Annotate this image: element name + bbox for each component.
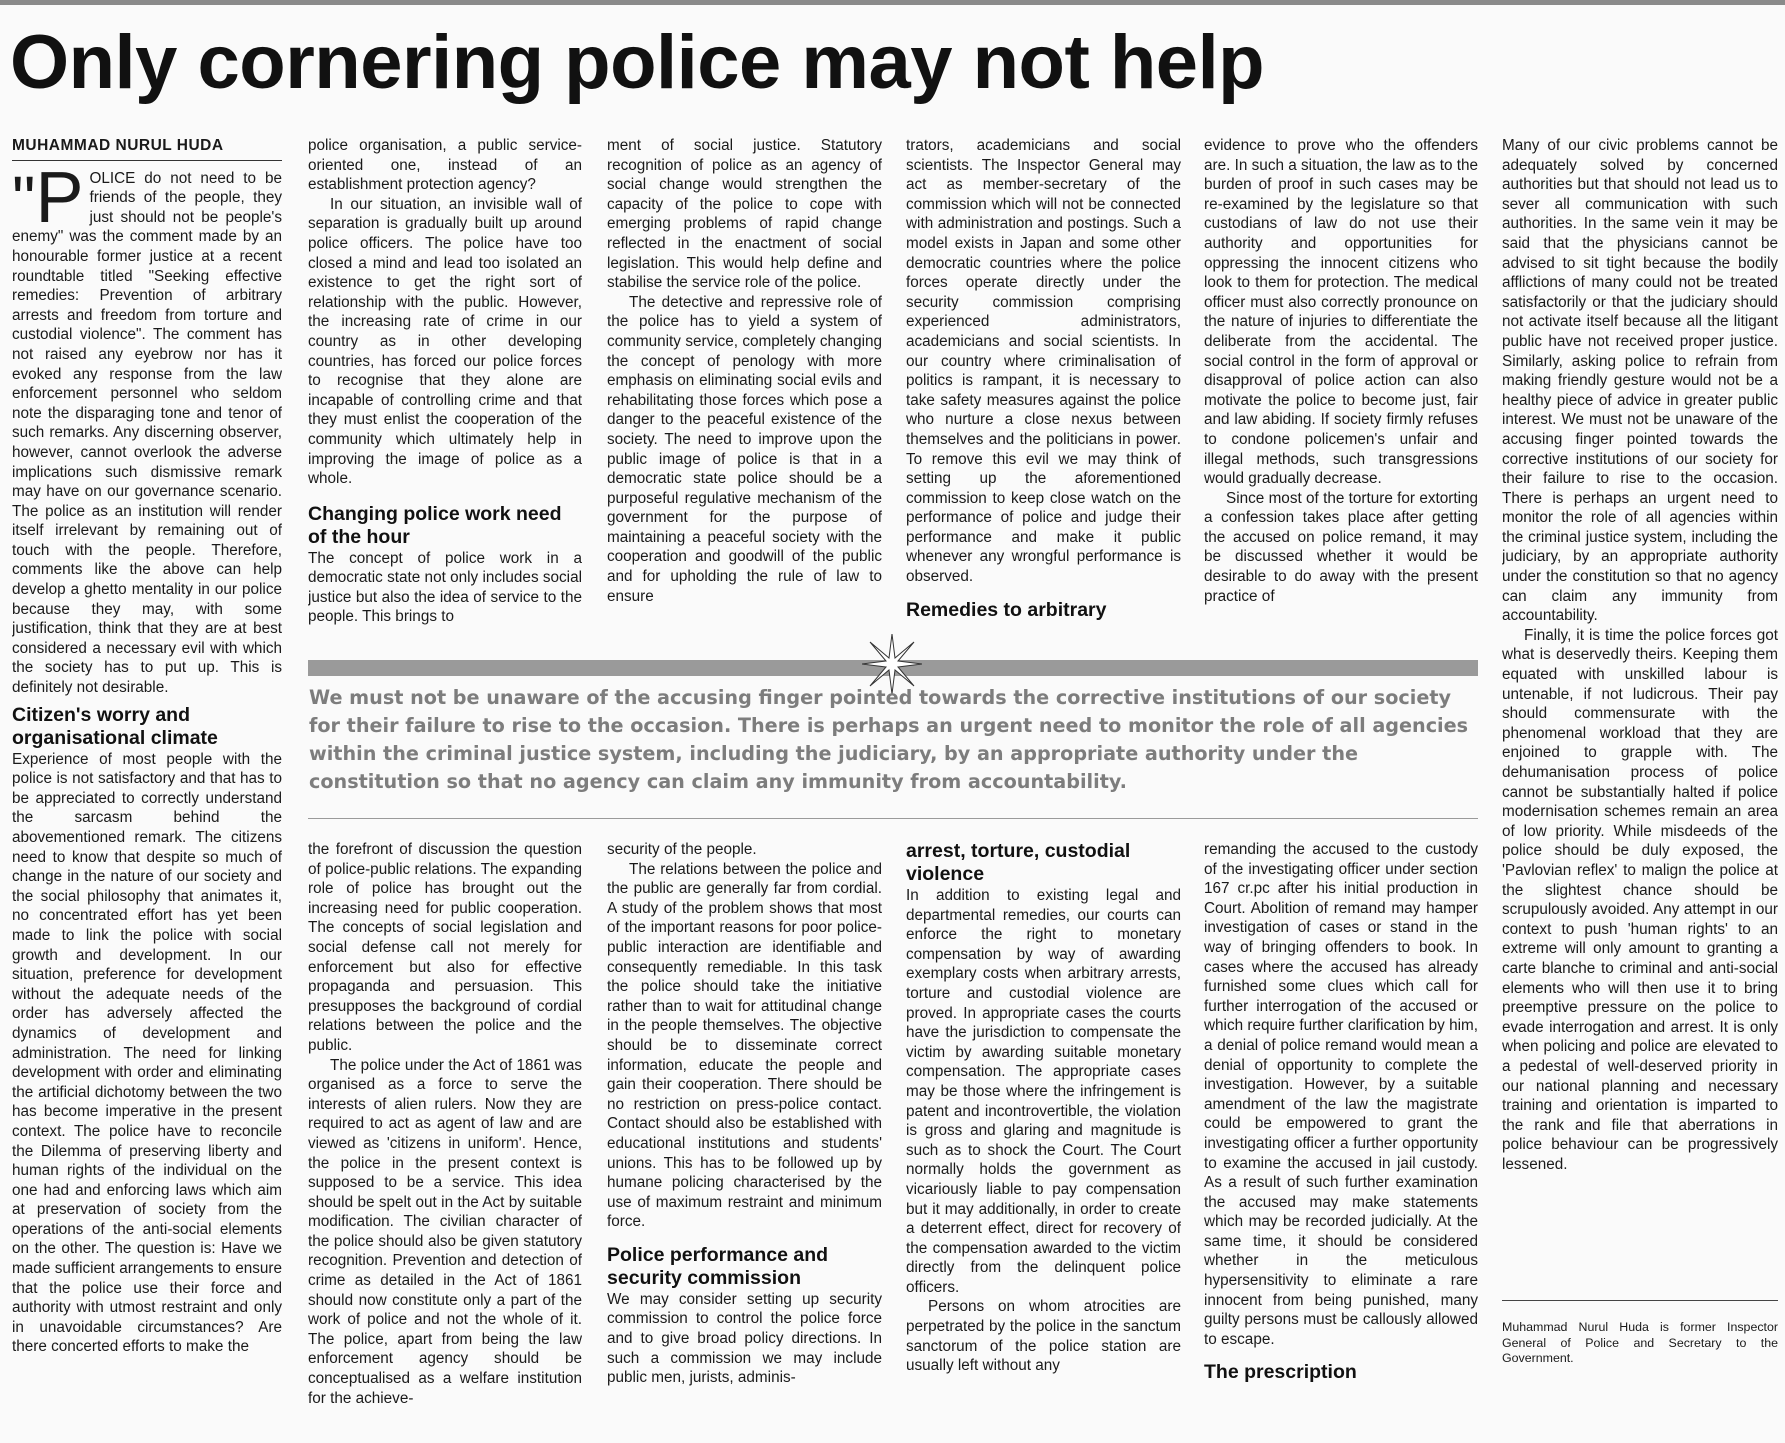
paragraph: remanding the accused to the custody of the investigating officer under section 167 cr.pc after his initial production in Court. Abolition of remand may hamper investigation of cases or stand in the way of bringing offenders to book. In cases where the accused has already furnished some clues which call for further interrogation of the accused or which require further clarification by him, a denial of police remand would mean a denial of opportunity to complete the investigation. However, by a suitable amendment of the law the magistrate could be empowered to grant the investigating officer a further opportunity to examine the accused in jail custody. As a result of such further examination the accused may make statements which may be recorded judicially. At the same time, it should be considered whether in the meticulous hypersensitivity to eliminate a rare innocent from being punished, many guilty persons must be callously allowed to escape.: [1204, 841, 1478, 1348]
paragraph: The police under the Act of 1861 was organised as a force to serve the interests of alien rulers. Now they are required to act as agent of law and are viewed as 'citizens in uniform'. Hence, the police in the present context is supposed to be a service. This idea should be spelt out in the Act by suitable modification. The civilian character of the police should also be given statutory recognition. Prevention and detection of crime as detailed in the Act of 1861 should now constitute only a part of the work of police and not the whole of it. The police, apart from being the law enforcement agency should be conceptualised as a welfare institution for the achieve-: [308, 1056, 582, 1407]
subheading-prescription: The prescription: [1204, 1361, 1357, 1384]
byline: MUHAMMAD NURUL HUDA: [12, 136, 282, 161]
column-1: [12, 136, 282, 1436]
paragraph: ment of social justice. Statutory recognition of police as an agency of social change would strengthen the capacity of the police to cope with emerging problems of rapid change reflected in the enactment of social legislation. This would help define and stabilise the service role of the police.: [607, 137, 882, 292]
subheading-arrest-torture: arrest, torture, custodial violence: [906, 840, 1131, 885]
paragraph: In addition to existing legal and departmental remedies, our courts can enforce the right to monetary compensation by way of awarding exemplary costs when arbitrary arrests, torture and custodial violence are proved. In appropriate cases the courts have the jurisdiction to compensate the victim by awarding suitable monetary compensation. The appropriate cases may be those where the infringement is patent and incontrovertible, the violation is gross and glaring and magnitude is such as to shock the Court. The Court normally holds the government as vicariously liable to pay compensation but it may additionally, in order to create a deterrent effect, direct for recovery of the compensation awarded to the victim directly from the delinquent police officers.: [906, 887, 1181, 1296]
paragraph: Since most of the torture for extorting a confession takes place after getting the accused on police remand, it may be discussed whether it would be desirable to do away with the present practice of: [1204, 489, 1478, 605]
paragraph: Many of our civic problems cannot be adequately solved by concerned authorities but that should not lead us to sever all communication with such authorities. In the same vein it may be said that the physicians cannot be advised to sit tight because the bodily afflictions of many could not be treated satisfactorily or that the judiciary should not activate itself because all the litigant public have not received proper justice. Similarly, asking police to refrain from making friendly gesture would not be a healthy piece of advice in greater public interest. We must not be unaware of the accusing finger pointed towards the corrective institutions of our society for their failure to rise to the occasion. There is perhaps an urgent need to monitor the role of all agencies within the criminal justice system, including the judiciary, by an appropriate authority under the constitution so that no agency can claim any immunity from accountability.: [1502, 137, 1778, 625]
subheading-remedies: Remedies to arbitrary: [906, 598, 1107, 621]
paragraph: security of the people.: [607, 841, 757, 858]
paragraph: trators, academicians and social scientists. The Inspector General may act as member-secretary of the commission which will not be connected with administration and postings. Such a model exists in Japan and some other democratic countries where the police forces operate directly under the security commission comprising experienced administrators, academicians and social scientists. In our country where criminalisation of politics is rampant, it is necessary to take safety measures against the police who nurture a close nexus between themselves and the politicians in power. To remove this evil we may think of setting up the aforementioned commission to keep close watch on the performance of police and judge their performance and make it public whenever any wrongful performance is observed.: [906, 137, 1181, 586]
pull-quote-rule: [308, 818, 1478, 819]
subheading-changing-police-work: Changing police work need of the hour: [308, 502, 562, 548]
author-bio: Muhammad Nurul Huda is former Inspector General of Police and Secretary to the Government.: [1502, 1320, 1778, 1365]
column-4-top: [906, 136, 1181, 643]
column-3-top: [607, 136, 882, 626]
intro-paragraph: "P OLICE do not need to be friends of the people, they just should not be people's enemy" was the comment made by an honourable former justice at a recent roundtable titled "Seeking effective remedies: Prevention of arbitrary arrests and freedom from torture and custodial violence". The comment has not raised any eyebrow nor has it evoked any response from the law enforcement personnel who seldom note the disparaging tone and tenor of such remarks. Any discerning observer, however, cannot overlook the adverse implications such dismissive remark may have on our governance scenario. The police as an institution will render itself irrelevant by remaining out of touch with the people. Therefore, comments like the above can help develop a ghetto mentality in our police because they may, with some justification, think that they are at best considered a necessary evil with which the society has to put up. This is definitely not desirable.: [12, 157, 282, 697]
column-2-bottom: [308, 840, 582, 1438]
paragraph: the forefront of discussion the question of police-public relations. The expanding role of police has brought out the increasing need for public cooperation. The concepts of social legislation and social defense call not merely for enforcement but also for effective propaganda and persuasion. This presupposes the background of cordial relations between the police and the public.: [308, 841, 582, 1054]
subheading-police-performance: Police performance and security commission: [607, 1243, 829, 1289]
headline: Only cornering police may not help: [10, 20, 1265, 105]
subheading-citizens-worry: Citizen's worry and organisational climate: [12, 703, 218, 749]
paragraph: Finally, it is time the police forces got what is deservedly theirs. Keeping them equated with unskilled labour is untenable, if not ludicrous. Their pay should commensurate with the phenomenal workload that they are enjoined to grapple with. The dehumanisation process of police cannot be substantially halted if police modernisation schemes remain an area of low priority. While misdeeds of the police should be duly exposed, the 'Pavlovian reflex' to malign the police at the slightest chance should be scrupulously avoided. Any attempt in our context to push 'human rights' to an extreme will only amount to granting a carte blanche to criminal and anti-social elements who will then use it to bring preemptive pressure on the police to evade interrogation and arrest. It is only when policing and police are elevated to a pedestal of well-deserved priority in our national planning and necessary training and orientation is imparted to the rank and file that aberrations in police behaviour can be progressively lessened.: [1502, 626, 1778, 1173]
column-4-bottom: [906, 840, 1181, 1438]
column-6: [1502, 136, 1778, 1295]
column-5-top: [1204, 136, 1478, 626]
pull-quote: We must not be unaware of the accusing finger pointed towards the corrective institutions of our society for their failure to rise to the occasion. There is perhaps an urgent need to monitor the role of all agencies within the criminal justice system, including the judiciary, by an appropriate authority under the constitution so that no agency can claim any immunity from accountability.: [309, 686, 1469, 793]
paragraph: police organisation, a public service-oriented one, instead of an establishment protection agency?: [308, 137, 582, 194]
paragraph: In our situation, an invisible wall of separation is gradually built up around police officers. The police have too closed a mind and lead too isolated an existence to get the right sort of relationship with the public. However, the increasing rate of crime in our country as in other developing countries, has forced our police forces to recognise that they alone are incapable of controlling crime and that they must enlist the cooperation of the community which ultimately help in improving the image of police as a whole.: [308, 195, 582, 488]
paragraph: Persons on whom atrocities are perpetrated by the police in the sanctum sanctorum of the police station are usually left without any: [906, 1298, 1181, 1375]
paragraph: Experience of most people with the police is not satisfactory and that has to be appreciated to correctly understand the sarcasm behind the abovementioned remark. The citizens need to know that despite so much of change in the nature of our society and the social philosophy that animates it, no concentrated effort has yet been made to link the police with social growth and development. In our situation, preference for development without the adequate needs of the order has adversely affected the dynamics of development and administration. The need for linking development with order and eliminating the artificial dichotomy between the two has become imperative in the present context. The police have to reconcile the Dilemma of preserving liberty and human rights of the individual on the one had and enforcing laws which aim at preservation of society from the operations of the anti-social elements on the other. The question is: Have we made sufficient arrangements to ensure that the police use their force and authority with utmost restraint and only in unavoidable circumstances? Are there concerted efforts to make the: [12, 750, 282, 1356]
paragraph: evidence to prove who the offenders are. In such a situation, the law as to the burden of proof in such cases may be re-examined by the legislature so that custodians of law do not use their authority and opportunities for oppressing the innocent citizens who look to them for protection. The medical officer must also correctly pronounce on the nature of injuries to differentiate the deliberate from the accidental. The social control in the form of approval or disapproval of police action can also motivate the police to become just, fair and law abiding. If society firmly refuses to condone policemen's unfair and illegal methods, such transgressions would gradually decrease.: [1204, 137, 1478, 488]
column-2-top: [308, 136, 582, 626]
paragraph: The concept of police work in a democratic state not only includes social justice but also the idea of service to the people. This brings to: [308, 549, 582, 626]
top-rule: [0, 0, 1785, 5]
column-5-bottom: [1204, 840, 1478, 1438]
paragraph: We may consider setting up security commission to control the police force and to give broad policy directions. In such a commission we may include public men, jurists, adminis-: [607, 1290, 882, 1387]
paragraph: The detective and repressive role of the police has to yield a system of community service, completely changing the concept of penology with more emphasis on eliminating social evils and rehabilitating those forces which pose a danger to the peaceful existence of the society. The need to improve upon the public image of police is that in a democratic state police should be a purposeful regulative mechanism of the government for the purpose of maintaining a peaceful society with the cooperation and goodwill of the public and for upholding the rule of law to ensure: [607, 293, 882, 605]
column-3-bottom: [607, 840, 882, 1438]
drop-cap: "P: [12, 157, 84, 238]
paragraph: The relations between the police and the public are generally far from cordial. A study of the problem shows that most of the important reasons for poor police-public interaction are identifiable and consequently remediable. In this task the police should take the initiative rather than to wait for attitudinal change in the people themselves. The objective should be to disseminate correct information, educate the people and gain their cooperation. There should be no restriction on press-police contact. Contact should also be established with educational institutions and students' unions. This has to be followed up by humane policing characterised by the use of maximum restraint and minimum force.: [607, 860, 882, 1231]
bio-rule: [1502, 1300, 1778, 1301]
